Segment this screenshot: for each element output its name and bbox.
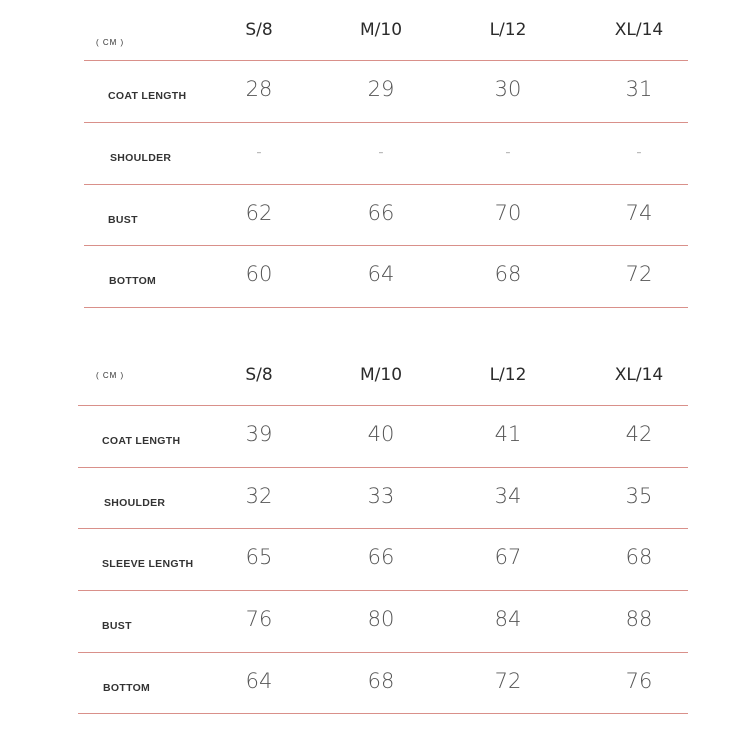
measurement-cell: 68 bbox=[367, 668, 395, 693]
table-row bbox=[0, 528, 750, 590]
row-label: COAT LENGTH bbox=[108, 90, 187, 102]
measurement-cell: 84 bbox=[494, 607, 522, 631]
column-header: M/10 bbox=[359, 365, 403, 385]
measurement-cell: 42 bbox=[625, 422, 653, 446]
table-row bbox=[0, 405, 750, 467]
measurement-cell: 64 bbox=[245, 668, 273, 693]
measurement-cell: 72 bbox=[494, 668, 522, 693]
row-label: BOTTOM bbox=[103, 681, 151, 694]
measurement-cell: 41 bbox=[494, 422, 522, 446]
measurement-cell: 66 bbox=[367, 545, 395, 569]
measurement-cell: 70 bbox=[494, 200, 522, 225]
measurement-cell: 67 bbox=[494, 545, 522, 569]
table-row bbox=[0, 467, 750, 528]
unit-label: ( CM ) bbox=[96, 38, 125, 47]
measurement-cell: 33 bbox=[367, 483, 395, 508]
measurement-cell: 68 bbox=[625, 545, 653, 569]
row-label: SHOULDER bbox=[104, 496, 166, 509]
measurement-cell: 40 bbox=[367, 422, 395, 446]
measurement-cell: 76 bbox=[625, 668, 653, 693]
table-row bbox=[0, 590, 750, 652]
table-row bbox=[0, 60, 750, 122]
measurement-cell: 30 bbox=[494, 77, 522, 101]
measurement-cell: 60 bbox=[245, 262, 273, 286]
column-header: L/12 bbox=[489, 20, 527, 40]
column-header: XL/14 bbox=[614, 20, 664, 40]
row-label: BUST bbox=[102, 620, 132, 632]
column-header: S/8 bbox=[245, 20, 273, 40]
measurement-cell: 39 bbox=[245, 422, 273, 446]
measurement-cell: - bbox=[378, 143, 384, 161]
measurement-cell: 72 bbox=[625, 262, 653, 286]
table-header-row bbox=[0, 363, 750, 403]
measurement-cell: 76 bbox=[245, 607, 273, 631]
table-header-row bbox=[0, 18, 750, 58]
table-row bbox=[0, 184, 750, 245]
measurement-cell: 29 bbox=[367, 77, 395, 101]
measurement-cell: 31 bbox=[625, 77, 653, 101]
measurement-cell: 80 bbox=[367, 607, 395, 631]
table-row bbox=[0, 245, 750, 307]
measurement-cell: 64 bbox=[367, 262, 395, 286]
measurement-cell: 65 bbox=[245, 545, 273, 569]
row-divider bbox=[78, 713, 688, 714]
measurement-cell: 35 bbox=[625, 483, 653, 508]
row-label: BOTTOM bbox=[109, 275, 157, 287]
measurement-cell: - bbox=[256, 143, 262, 161]
column-header: XL/14 bbox=[614, 365, 664, 385]
measurement-cell: - bbox=[636, 143, 642, 161]
table-row bbox=[0, 652, 750, 713]
measurement-cell: 66 bbox=[367, 200, 395, 225]
row-divider bbox=[84, 307, 688, 308]
table-row bbox=[0, 122, 750, 184]
measurement-cell: 28 bbox=[245, 77, 273, 101]
row-label: BUST bbox=[108, 213, 138, 226]
column-header: M/10 bbox=[359, 20, 403, 40]
column-header: S/8 bbox=[245, 365, 273, 385]
unit-label: ( CM ) bbox=[96, 371, 125, 380]
measurement-cell: 62 bbox=[245, 200, 273, 225]
measurement-cell: 32 bbox=[245, 483, 273, 508]
measurement-cell: 34 bbox=[494, 483, 522, 508]
column-header: L/12 bbox=[489, 365, 527, 385]
measurement-cell: - bbox=[505, 143, 511, 161]
row-label: SHOULDER bbox=[110, 152, 172, 164]
measurement-cell: 74 bbox=[625, 200, 653, 225]
row-label: COAT LENGTH bbox=[102, 435, 181, 447]
row-label: SLEEVE LENGTH bbox=[102, 558, 194, 570]
measurement-cell: 68 bbox=[494, 262, 522, 286]
measurement-cell: 88 bbox=[625, 607, 653, 631]
